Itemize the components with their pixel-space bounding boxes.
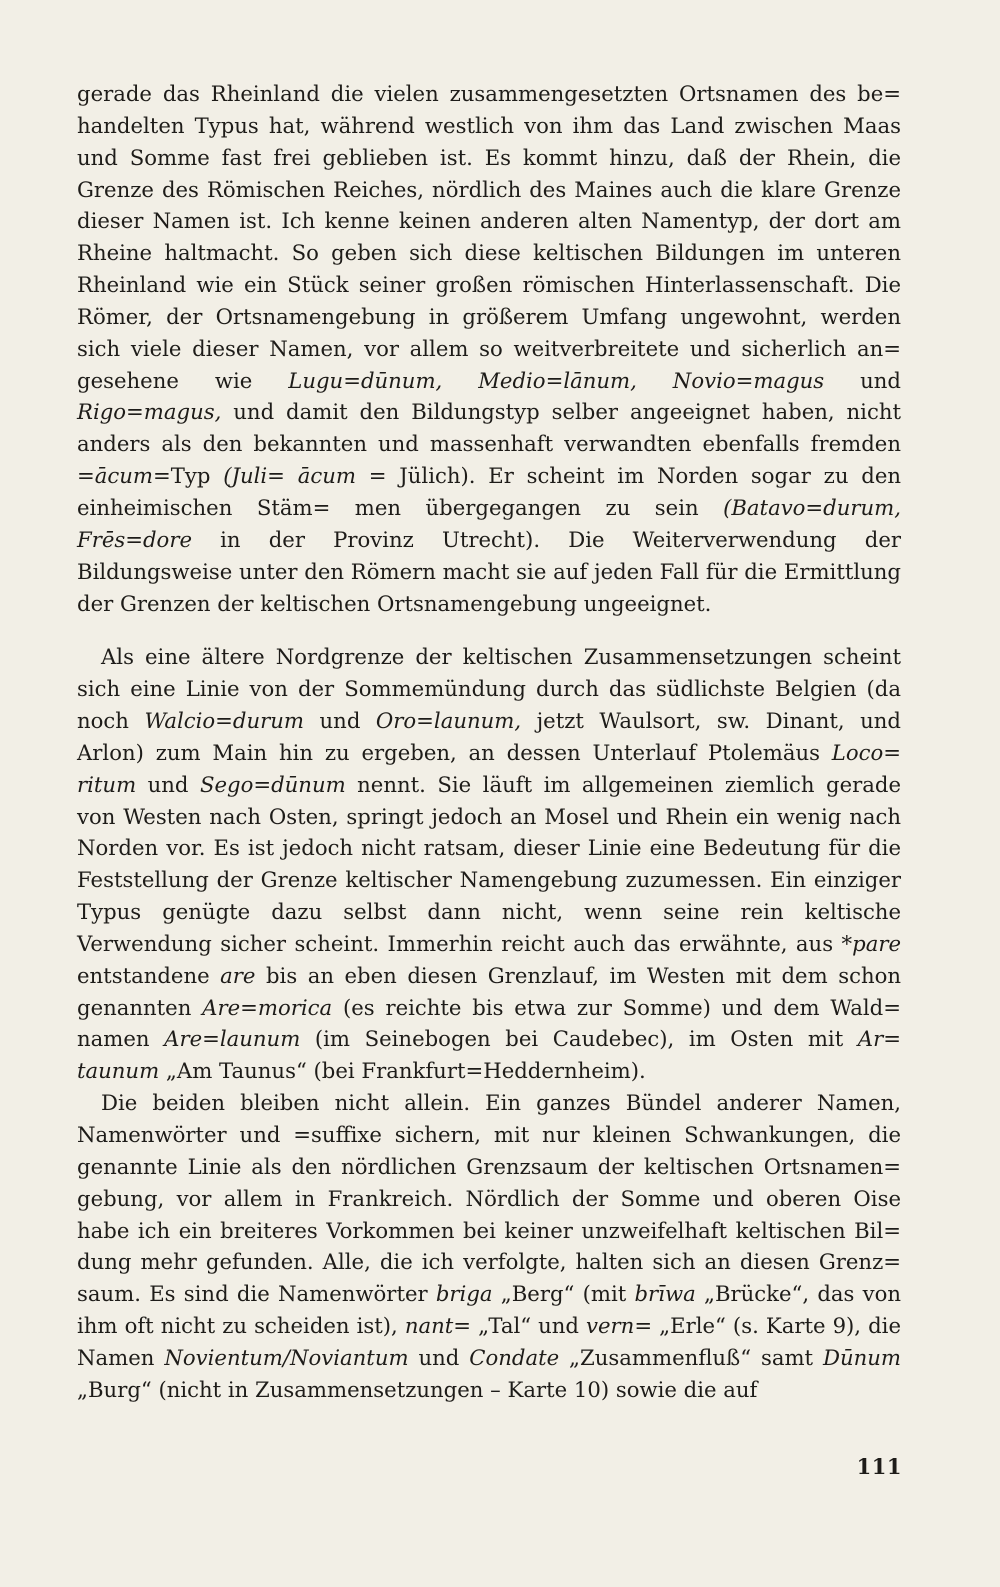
italic-term: (Batavo=durum, Frēs=dore [77,494,901,552]
text-run: und damit den Bildungstyp selber angeeignet haben, nicht anders als den bekannten und massenhaft verwandten ebenfalls fremden [77,399,901,457]
text-run: und [304,708,376,734]
italic-term: Rigo=magus, [77,399,222,425]
text-run: „Berg“ (mit [492,1281,635,1307]
italic-term: Loco= ritum [77,739,901,797]
italic-term: Novientum/Noviantum [164,1344,409,1370]
text-run: =Typ [153,463,224,489]
body-text [77,78,901,1406]
paragraph [77,641,901,1087]
text-run: „Zusammenfluß“ samt [559,1344,823,1370]
text-run: „Brücke“, das von ihm oft nicht zu scheiden ist), [77,1281,901,1339]
italic-term: Dūnum [823,1344,902,1370]
italic-term: (Juli= ācum [223,463,356,489]
italic-term: Lugu=dūnum, Medio=lānum, Novio=magus [288,367,825,393]
italic-term: nant= [404,1313,472,1339]
italic-term: Oro=launum, [375,708,522,734]
italic-term: Ar= taunum [77,1026,901,1084]
italic-term: are [220,962,256,988]
italic-term: briga [435,1281,493,1307]
text-run: jetzt Waulsort, sw. Dinant, und Arlon) zum Main hin zu ergeben, an dessen Unterlauf Ptolemäus [77,708,901,765]
italic-term: brīwa [634,1281,696,1307]
text-run: (im Seinebogen bei Caudebec), im Osten mit [300,1026,858,1052]
text-run: (es reichte bis etwa zur Somme) und dem Wald= namen [77,994,901,1052]
text-run: und [136,771,200,797]
text-run: Die beiden bleiben nicht allein. Ein ganzes Bündel anderer Namen, Namenwörter und =suffixe sichern, mit nur kleinen Schwankungen, die genannte Linie als den nördlichen Grenzsaum der keltischen Ortsnamen= gebung, vor allem in Frankreich. Nördlich der Somme und oberen Oise habe ich ein breiteres Vorkommen bei keiner unzweifelhaft keltischen Bil= dung mehr gefunden. Alle, die ich verfolgte, halten sich an diesen Grenz= saum. Es sind die Namenwörter [77,1090,901,1307]
text-run: in der Provinz Utrecht). Die Weiterverwendung der Bildungsweise unter den Römern macht sie auf jeden Fall für die Ermittlung der Grenzen der keltischen Ortsnamengebung ungeeignet. [77,526,901,616]
text-run: „Burg“ (nicht in Zusammensetzungen – Karte 10) sowie die auf [77,1376,758,1402]
italic-term: *pare [841,930,901,956]
text-run: = Jülich). Er scheint im Norden sogar zu den einheimischen Stäm= men übergegangen zu sein [77,463,901,520]
text-run: „Am Taunus“ (bei Frankfurt=Heddernheim). [159,1058,646,1084]
italic-term: Are=morica [202,994,333,1020]
text-run: Als eine ältere Nordgrenze der keltischen Zusammensetzungen scheint sich eine Linie von der Sommemündung durch das südlichste Belgien (da noch [77,644,901,734]
italic-term: =ācum [77,463,153,489]
text-run: entstandene [77,962,221,988]
text-run: und [408,1344,470,1370]
italic-term: Are=launum [164,1026,301,1052]
text-run: „Tal“ und [471,1313,587,1339]
italic-term: Condate [469,1344,560,1370]
italic-term: Sego=dūnum [199,771,346,797]
paragraph [77,1087,901,1405]
text-run: nennt. Sie läuft im allgemeinen ziemlich gerade von Westen nach Osten, springt jedoch an Mosel und Rhein ein wenig nach Norden vor. Es ist jedoch nicht ratsam, dieser Linie eine Bedeutung für die Feststellung der Grenze keltischer Namengebung zuzumessen. Ein einziger Typus genügte dazu selbst dann nicht, wenn seine rein keltische Verwendung sicher scheint. Immerhin reicht auch das erwähnte, aus [77,771,901,956]
page-number: 111 [856,1454,902,1479]
text-run: bis an eben diesen Grenzlauf, im Westen mit dem schon genannten [77,962,901,1020]
text-run: gerade das Rheinland die vielen zusammengesetzten Ortsnamen des be= handelten Typus hat, während westlich von ihm das Land zwischen Maas und Somme fast frei geblieben ist. Es kommt hinzu, daß der Rhein, die Grenze des Römischen Reiches, nördlich des Maines auch die klare Grenze dieser Namen ist. Ich kenne keinen anderen alten Namentyp, der dort am Rheine haltmacht. So geben sich diese keltischen Bildungen im unteren Rheinland wie ein Stück seiner großen römischen Hinterlassenschaft. Die Römer, der Ortsnamengebung in größerem Umfang ungewohnt, werden sich viele dieser Namen, vor allem so weitverbreitete und sicherlich an= gesehene wie [77,81,901,393]
italic-term: Walcio=durum [144,708,305,734]
text-run: und [824,367,901,393]
text-run: „Erle“ (s. Karte 9), die Namen [77,1313,901,1370]
paragraph [77,78,901,619]
italic-term: vern= [586,1313,653,1339]
